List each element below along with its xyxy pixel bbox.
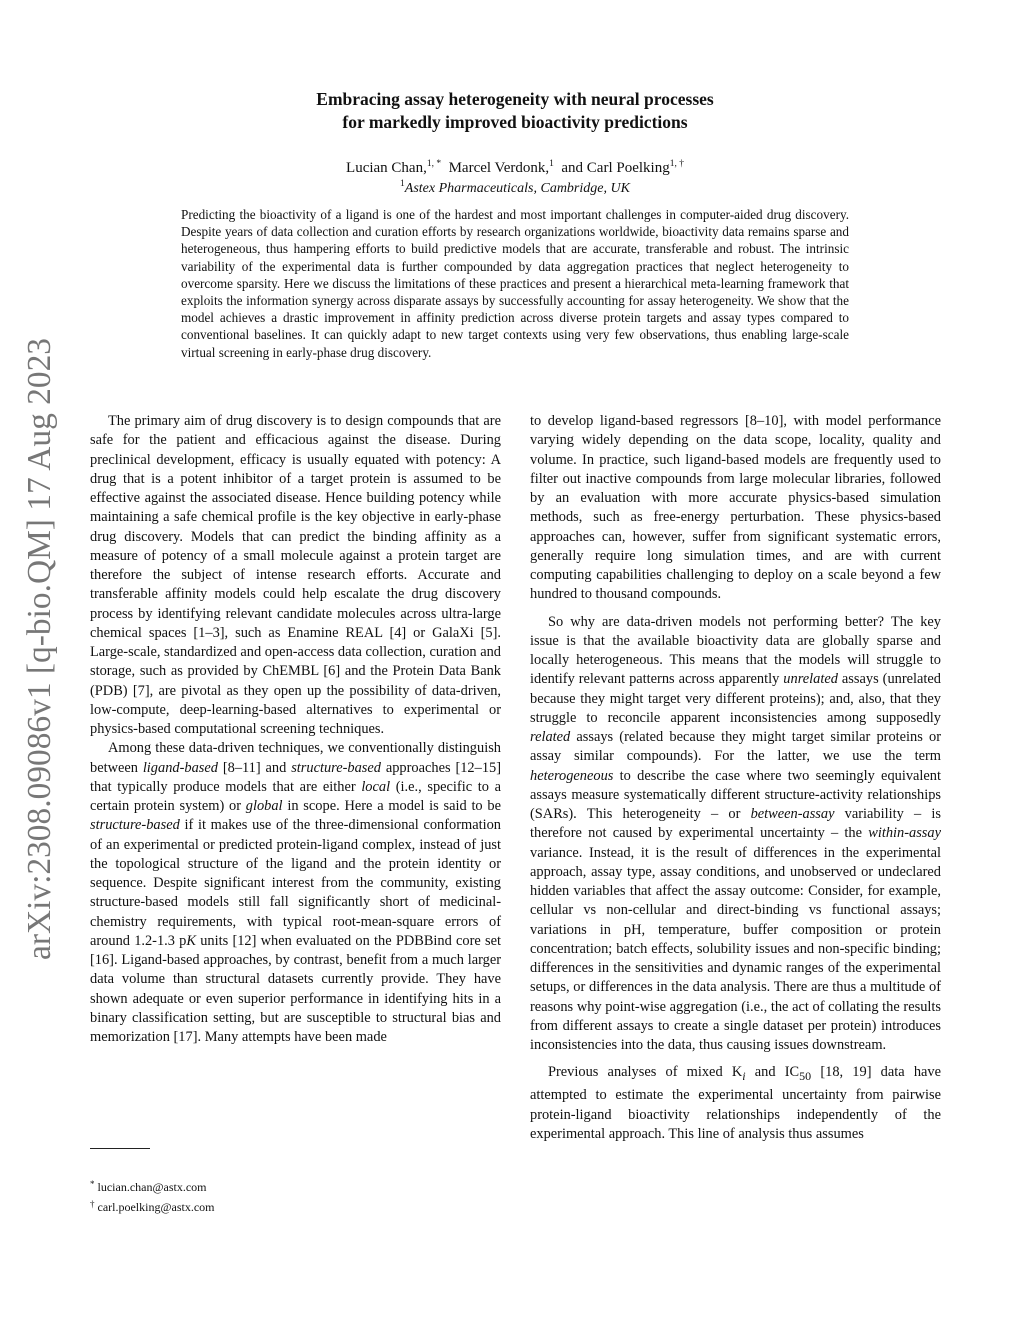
- paragraph: to develop ligand-based regressors [8–10], with model performance varying widely depending on the data scope, locality, quality and volume. In practice, such ligand-based models are frequently used to filter out inactive compounds from large molecular libraries, followed by an evaluation with more accurate physics-based simulation methods, such as free-energy perturbation. These physics-based approaches can, however, suffer from significant systematic errors, generally require long simulation times, and are with current computing capabilities challenging to deploy on a scale beyond a few hundred to thousand compounds.: [530, 413, 941, 603]
- author-affil-mark: 1, *: [426, 159, 442, 169]
- arxiv-identifier: arXiv:2308.09086v1 [q-bio.QM] 17 Aug 2023: [21, 327, 58, 960]
- author-list: [180, 159, 850, 177]
- emphasis: related: [530, 729, 571, 745]
- footnote-rule: [90, 1148, 150, 1149]
- footnote: [90, 1196, 215, 1216]
- body-column-right: [530, 412, 941, 1144]
- emphasis: global: [245, 798, 283, 814]
- footnote-email: lucian.chan@astx.com: [97, 1180, 207, 1194]
- subscript: 50: [799, 1069, 812, 1084]
- emphasis: between-assay: [750, 806, 835, 822]
- paragraph: Among these data-driven techniques, we conventionally distinguish between ligand-based [8–11] and structure-based approaches [12–15] that typically produce models that are either local (i.e., specific to a certain protein system) or global in scope. Here a model is said to be structure-based if it makes use of the three-dimensional conformation of an experimental or predicted protein-ligand complex, instead of just the topological structure of the ligand and the protein identity or sequence. Despite significant interest from the community, existing structure-based models still fall significantly short of medicinal-chemistry requirements, with typical root-mean-square errors of around 1.2-1.3 pK units [12] when evaluated on the PDBBind core set [16]. Ligand-based approaches, by contrast, benefit from a much larger data volume than structural datasets currently provide. They have shown adequate or even superior performance in identifying hits in a binary classification setting, but are susceptible to structural bias and memorization [17]. Many attempts have been made: [90, 740, 502, 1045]
- emphasis: heterogeneous: [530, 767, 614, 784]
- author-name: Marcel Verdonk,: [448, 160, 550, 176]
- paper-header: [180, 88, 850, 198]
- subscript: i: [742, 1069, 746, 1084]
- footnote-email: carl.poelking@astx.com: [97, 1200, 215, 1214]
- emphasis: unrelated: [783, 671, 838, 688]
- abstract: Predicting the bioactivity of a ligand is one of the hardest and most important challenges in computer-aided drug discovery. Despite years of data collection and curation efforts by research organizations worldwide, bioactivity data remains sparse and heterogeneous, thus hampering efforts to build predictive models that are accurate, transferable and robust. The intrinsic variability of the experimental data is further compounded by data aggregation practices that neglect heterogeneity to overcome sparsity. Here we discuss the limitations of these practices and present a hierarchical meta-learning framework that exploits the information synergy across disparate assays by successfully accounting for assay heterogeneity. We show that the model achieves a drastic improvement in affinity prediction across diverse protein targets and assay types compared to conventional baselines. It can quickly adapt to new target contexts using very few observations, thus enabling large-scale virtual screening in early-phase drug discovery.: [181, 207, 849, 360]
- footnote-mark: †: [90, 1199, 95, 1209]
- affiliation-mark: 1: [400, 179, 405, 189]
- title-line-2: for markedly improved bioactivity predictions: [342, 112, 688, 132]
- emphasis: ligand-based: [142, 759, 218, 776]
- emphasis: local: [361, 778, 391, 795]
- affiliation: [180, 180, 850, 198]
- footnote-mark: *: [90, 1179, 95, 1189]
- emphasis: within-assay: [868, 825, 941, 842]
- author-name: and Carl Poelking: [561, 160, 670, 176]
- footnotes: [90, 1176, 215, 1216]
- arxiv-stamp: [4, 320, 64, 990]
- author-affil-mark: 1: [549, 159, 554, 169]
- body-column-left: [90, 412, 501, 1047]
- title-line-1: Embracing assay heterogeneity with neural processes: [316, 89, 714, 109]
- paper-title: [180, 88, 850, 134]
- paragraph: The primary aim of drug discovery is to design compounds that are safe for the patient and efficacious against the disease. During preclinical development, efficacy is usually equated with potency: A drug that is a potent inhibitor of a target protein is assumed to be effective against the associated disease. Hence building potency while maintaining a safe chemical profile is the key objective in early-phase drug discovery. Models that can predict the binding affinity as a measure of potency of a small molecule against a protein target are therefore the subject of intense research efforts. Accurate and transferable affinity models could help escalate the drug discovery process by identifying relevant candidate molecules across ultra-large chemical spaces [1–3], such as Enamine REAL [4] or GalaXi [5]. Large-scale, standardized and open-access data collection, curation and storage, such as provided by ChEMBL [6] and the Protein Data Bank (PDB) [7], are pivotal as they open up the possibility of data-driven, low-compute, deep-learning-based alternatives to experimental or physics-based computational screening techniques.: [90, 413, 501, 737]
- emphasis: structure-based: [90, 817, 180, 834]
- paragraph: So why are data-driven models not performing better? The key issue is that the available bioactivity data are globally sparse and locally heterogeneous. This means that the models will struggle to identify relevant patterns across apparently unrelated assays (unrelated because they might target very different proteins); and, also, that they struggle to reconcile apparent inconsistencies among supposedly related assays (related because they might target similar proteins or assay similar compounds). For the latter, we use the term heterogeneous to describe the case where two seemingly equivalent assays measure systematically different structure-activity relationships (SARs). This heterogeneity – or between-assay variability – is therefore not caused by experimental uncertainty – the within-assay variance. Instead, it is the result of differences in the experimental approach, assay type, assay conditions, and unobserved or undeclared hidden variables that affect the assay outcome: Consider, for example, cellular vs non-cellular and direct-binding vs functional assays; variations in pH, temperature, buffer composition or protein concentration; batch effects, solubility issues and non-specific binding; differences in the sensitivities and dynamic ranges of the experimental setups, or differences in the data analysis. There are thus a multitude of reasons why point-wise aggregation (i.e., the act of collating the results from different assays to create a single dataset per protein) introduces inconsistencies into the data, thus causing issues downstream.: [530, 613, 941, 1053]
- paragraph: Previous analyses of mixed $K_i$ and $IC_{50}$ [18, 19] data have attempted to estimate the experimental uncertainty from pairwise protein-ligand bioactivity relationships independently of the experimental approach. This line of analysis thus assumes: [530, 1064, 941, 1142]
- emphasis: K: [186, 932, 196, 949]
- affiliation-text: Astex Pharmaceuticals, Cambridge, UK: [404, 181, 630, 196]
- footnote: [90, 1176, 215, 1196]
- author-name: Lucian Chan,: [346, 160, 427, 176]
- arxiv-stamp-svg: [4, 320, 64, 990]
- emphasis: structure-based: [291, 759, 381, 776]
- author-affil-mark: 1, †: [669, 159, 684, 169]
